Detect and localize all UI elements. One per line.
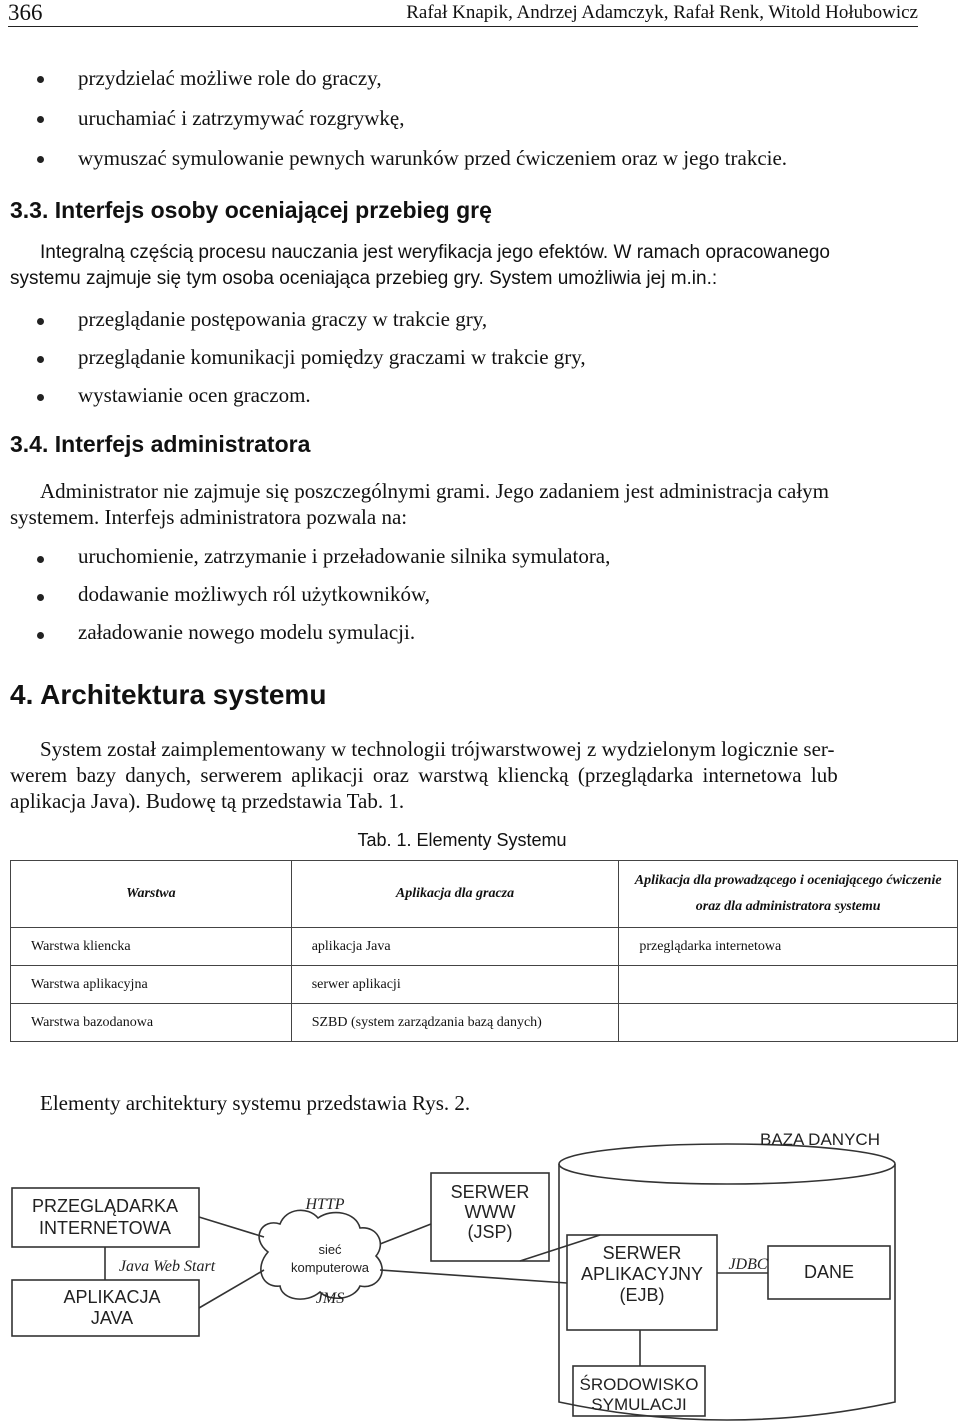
list-item: przeglądanie komunikacji pomiędzy graczami w trakcie gry,: [78, 345, 586, 369]
list-item: uruchamiać i zatrzymywać rozgrywkę,: [78, 106, 405, 130]
java-app-label-line1: APLIKACJA: [63, 1287, 161, 1307]
simulation-label-line1: ŚRODOWISKO: [579, 1375, 699, 1394]
section-heading-4: 4. Architektura systemu: [10, 679, 327, 710]
network-label-line2: komputerowa: [290, 1260, 370, 1275]
database-label: BAZA DANYCH: [760, 1130, 880, 1149]
table-cell: aplikacja Java: [291, 928, 619, 966]
web-server-label-line3: (JSP): [467, 1222, 513, 1242]
bullet-dot: [37, 156, 44, 163]
table-header-cell: Aplikacja dla gracza: [291, 861, 619, 928]
section-3-3-paragraph-line1: Integralną częścią procesu nauczania jest weryfikacja jego efektów. W ramach opracowanego: [40, 242, 830, 263]
link-java-network: [199, 1270, 264, 1308]
table-cell: [619, 1004, 958, 1042]
table-cell: SZBD (system zarządzania bazą danych): [291, 1004, 619, 1042]
jdbc-label: JDBC: [728, 1256, 768, 1273]
table-cell: przeglądarka internetowa: [619, 928, 958, 966]
browser-label-line2: INTERNETOWA: [38, 1218, 172, 1238]
table-row: [11, 928, 958, 966]
section-4-paragraph-line3: aplikacja Java). Budowę tą przedstawia Tab. 1.: [10, 789, 405, 813]
architecture-diagram: [0, 1120, 960, 1422]
table-cell: Warstwa bazodanowa: [11, 1004, 292, 1042]
http-label: HTTP: [305, 1196, 345, 1213]
page-number: 366: [8, 0, 43, 25]
list-item: wystawianie ocen graczom.: [78, 383, 311, 407]
list-item: wymuszać symulowanie pewnych warunków przed ćwiczeniem oraz w jego trakcie.: [78, 146, 788, 170]
web-server-label-line2: WWW: [464, 1202, 516, 1222]
java-web-start-label: Java Web Start: [118, 1258, 216, 1275]
list-item: przeglądanie postępowania graczy w trakcie gry,: [78, 307, 488, 331]
link-network-appserver: [380, 1270, 567, 1283]
link-webserver-appserver: [520, 1235, 600, 1261]
list-item: dodawanie możliwych ról użytkowników,: [78, 582, 431, 606]
bullet-dot: [37, 76, 44, 83]
database-cylinder-top: [559, 1144, 895, 1184]
header-rule: [8, 26, 918, 27]
table-cell: Warstwa kliencka: [11, 928, 292, 966]
data-label: DANE: [803, 1262, 855, 1282]
figure-intro-text: Elementy architektury systemu przedstawia Rys. 2.: [40, 1091, 471, 1115]
table-caption: Tab. 1. Elementy Systemu: [357, 830, 567, 850]
app-server-label-line2: APLIKACYJNY: [580, 1264, 704, 1284]
browser-label-line1: PRZEGLĄDARKA: [31, 1196, 179, 1216]
jms-label: JMS: [315, 1290, 345, 1307]
table-cell: serwer aplikacji: [291, 966, 619, 1004]
list-item: uruchomienie, zatrzymanie i przeładowanie silnika symulatora,: [78, 544, 611, 568]
list-item: przydzielać możliwe role do graczy,: [78, 66, 382, 90]
section-4-paragraph-line2: werem bazy danych, serwerem aplikacji oraz warstwą kliencką (przeglądarka internetowa lub: [10, 763, 838, 787]
section-3-4-paragraph-line2: systemem. Interfejs administratora pozwala na:: [10, 505, 408, 529]
bullet-dot: [37, 394, 44, 401]
bullet-dot: [37, 594, 44, 601]
bullet-dot: [37, 632, 44, 639]
table-header-row: [11, 861, 958, 928]
simulation-label-line2: SYMULACJI: [591, 1395, 687, 1414]
bullet-dot: [37, 318, 44, 325]
link-browser-network: [199, 1217, 264, 1237]
web-server-label-line1: SERWER: [450, 1182, 530, 1202]
table-header-cell: Warstwa: [11, 861, 292, 928]
section-heading-3-4: 3.4. Interfejs administratora: [10, 431, 311, 457]
running-header-authors: Rafał Knapik, Andrzej Adamczyk, Rafał Renk, Witold Hołubowicz: [406, 2, 918, 23]
table-row: [11, 1004, 958, 1042]
section-heading-3-3: 3.3. Interfejs osoby oceniającej przebieg grę: [10, 197, 492, 223]
section-3-3-paragraph-line2: systemu zajmuje się tym osoba oceniająca przebieg gry. System umożliwia jej m.in.:: [10, 268, 718, 289]
app-server-label-line3: (EJB): [619, 1285, 665, 1305]
bullet-dot: [37, 556, 44, 563]
section-4-paragraph-line1: System został zaimplementowany w technologii trójwarstwowej z wydzielonym logicznie ser-: [40, 737, 835, 761]
table-cell: [619, 966, 958, 1004]
table-row: [11, 966, 958, 1004]
bullet-dot: [37, 356, 44, 363]
table-cell: Warstwa aplikacyjna: [11, 966, 292, 1004]
java-app-label-line2: JAVA: [90, 1308, 134, 1328]
list-item: załadowanie nowego modelu symulacji.: [78, 620, 416, 644]
app-server-label-line1: SERWER: [602, 1243, 682, 1263]
elements-table: [10, 860, 958, 1042]
section-3-4-paragraph-line1: Administrator nie zajmuje się poszczególnymi grami. Jego zadaniem jest administracja całym: [40, 479, 829, 503]
table-header-cell: Aplikacja dla prowadzącego i oceniającego ćwiczenie oraz dla administratora systemu: [619, 861, 958, 928]
bullet-dot: [37, 116, 44, 123]
network-label-line1: sieć: [318, 1242, 342, 1257]
link-network-webserver: [380, 1224, 431, 1244]
